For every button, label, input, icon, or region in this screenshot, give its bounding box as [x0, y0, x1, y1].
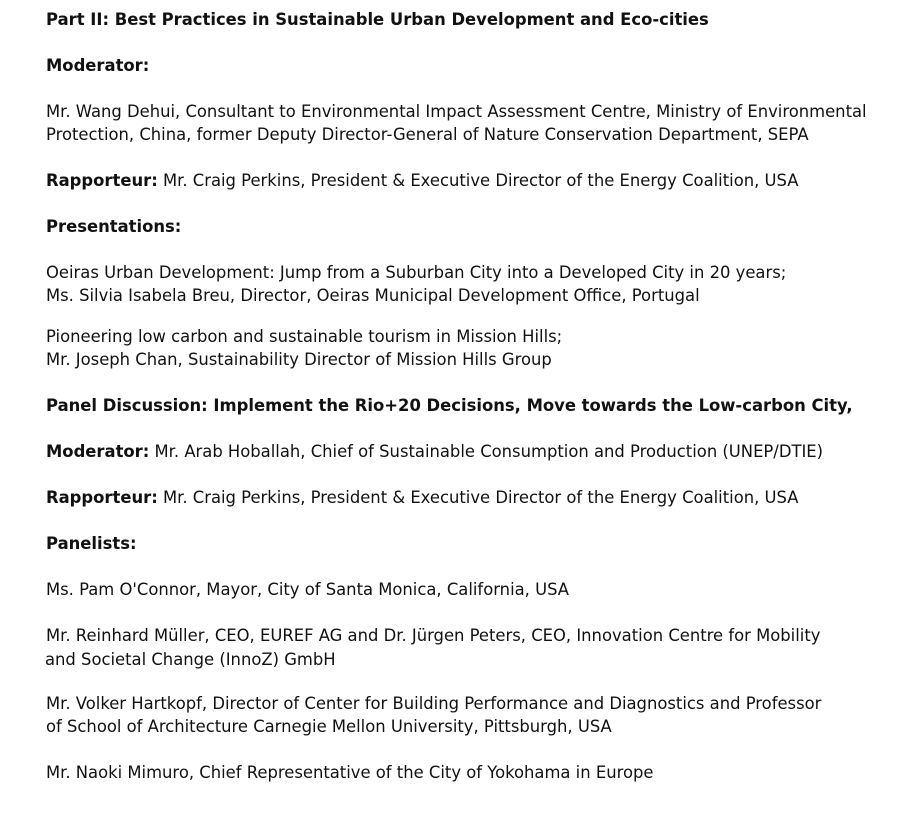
panelist-2-line-2: and Societal Change (InnoZ) GmbH [45, 650, 336, 669]
panelist-2-line-1: Mr. Reinhard Müller, CEO, EUREF AG and Dr. Jürgen Peters, CEO, Innovation Centre for Mobility [46, 626, 821, 645]
rapporteur-label-1: Rapporteur: [46, 171, 158, 190]
moderator-line-1: Mr. Wang Dehui, Consultant to Environmental Impact Assessment Centre, Ministry of Environmental [46, 102, 867, 121]
panelist-4: Mr. Naoki Mimuro, Chief Representative of the City of Yokohama in Europe [46, 763, 654, 782]
rapporteur-line-2 [46, 488, 798, 508]
presentation-2-line-2: Mr. Joseph Chan, Sustainability Director of Mission Hills Group [46, 350, 552, 369]
panel-discussion-heading: Panel Discussion: Implement the Rio+20 Decisions, Move towards the Low-carbon City, [46, 396, 853, 415]
presentation-1-line-1: Oeiras Urban Development: Jump from a Suburban City into a Developed City in 20 years; [46, 263, 787, 282]
moderator-line-panel [46, 442, 823, 462]
presentation-2-line-1: Pioneering low carbon and sustainable tourism in Mission Hills; [46, 327, 563, 346]
presentation-1-line-2: Ms. Silvia Isabela Breu, Director, Oeiras Municipal Development Office, Portugal [46, 286, 700, 305]
moderator-heading: Moderator: [46, 56, 150, 75]
rapporteur-label-2: Rapporteur: [46, 488, 158, 507]
panelist-1: Ms. Pam O'Connor, Mayor, City of Santa Monica, California, USA [46, 580, 570, 599]
moderator-label-2: Moderator: [46, 442, 150, 461]
part-title: Part II: Best Practices in Sustainable Urban Development and Eco-cities [46, 10, 709, 29]
panelist-3-line-1: Mr. Volker Hartkopf, Director of Center for Building Performance and Diagnostics and Professor [46, 694, 822, 713]
panelist-3-line-2: of School of Architecture Carnegie Mellon University, Pittsburgh, USA [46, 717, 612, 736]
moderator-text-2: Mr. Arab Hoballah, Chief of Sustainable Consumption and Production (UNEP/DTIE) [149, 442, 824, 461]
presentations-heading: Presentations: [46, 217, 182, 236]
rapporteur-line-1 [46, 171, 798, 191]
rapporteur-text-2: Mr. Craig Perkins, President & Executive Director of the Energy Coalition, USA [157, 488, 799, 507]
moderator-line-2: Protection, China, former Deputy Director-General of Nature Conservation Department, SEPA [46, 125, 809, 144]
rapporteur-text-1: Mr. Craig Perkins, President & Executive Director of the Energy Coalition, USA [157, 171, 799, 190]
panelists-heading: Panelists: [46, 534, 137, 553]
